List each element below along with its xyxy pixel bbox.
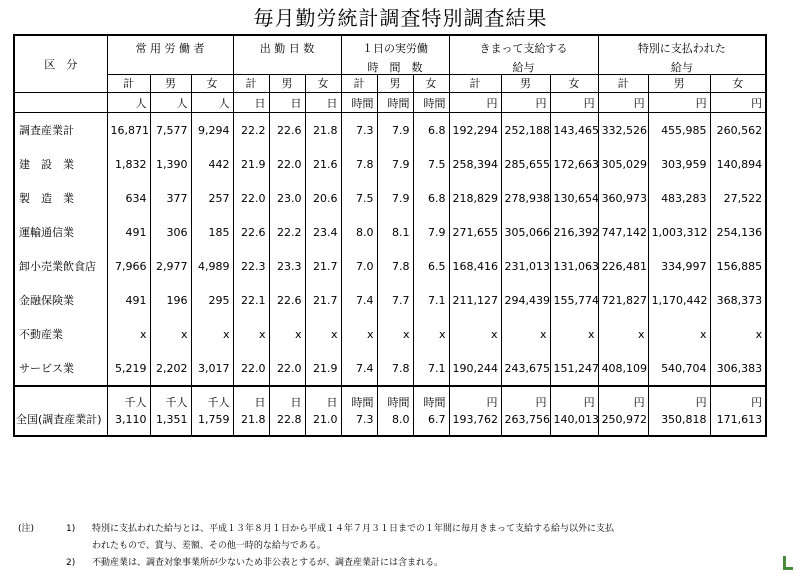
data-cell: 408,109 xyxy=(598,351,648,386)
data-cell: 143,465 xyxy=(550,113,598,148)
group-header-special-pay: 特別に支払われた 給与 xyxy=(598,35,766,75)
data-cell: 7.1 xyxy=(413,283,449,317)
data-cell: 306,383 xyxy=(710,351,766,386)
data-cell: 27,522 xyxy=(710,181,766,215)
total-data-cell: 193,762 xyxy=(449,411,501,436)
data-cell: 23.4 xyxy=(305,215,341,249)
row-label: サービス業 xyxy=(14,351,107,386)
data-cell: 2,977 xyxy=(150,249,191,283)
group-header-employees: 常 用 労 働 者 xyxy=(107,35,233,75)
data-cell: 22.2 xyxy=(233,113,269,148)
unit-cell: 円 xyxy=(449,93,501,113)
data-cell: 7.5 xyxy=(341,181,377,215)
data-cell: 8.0 xyxy=(341,215,377,249)
data-cell: 7.4 xyxy=(341,283,377,317)
subheader-cell: 女 xyxy=(191,75,233,93)
unit-cell: 時間 xyxy=(377,93,413,113)
table-row xyxy=(14,215,766,249)
unit-cell: 人 xyxy=(107,93,150,113)
page-title: 毎月勤労統計調査特別調査結果 xyxy=(253,6,548,30)
data-cell: 6.5 xyxy=(413,249,449,283)
data-cell: 303,959 xyxy=(648,147,710,181)
data-cell: 190,244 xyxy=(449,351,501,386)
data-cell: 140,894 xyxy=(710,147,766,181)
data-cell: 20.6 xyxy=(305,181,341,215)
data-cell: 540,704 xyxy=(648,351,710,386)
total-row-label: 全国(調査産業計) xyxy=(14,411,107,436)
data-cell: 21.8 xyxy=(305,113,341,148)
data-cell: 7.9 xyxy=(377,181,413,215)
total-data-cell: 171,613 xyxy=(710,411,766,436)
data-cell: 7,966 xyxy=(107,249,150,283)
data-cell: 21.9 xyxy=(233,147,269,181)
data-cell: 7.8 xyxy=(377,249,413,283)
total-unit-cell: 日 xyxy=(233,386,269,411)
total-data-cell: 21.0 xyxy=(305,411,341,436)
subheader-cell: 計 xyxy=(233,75,269,93)
data-cell: x xyxy=(269,317,305,351)
data-cell: 252,188 xyxy=(501,113,550,148)
data-cell: 21.7 xyxy=(305,283,341,317)
data-cell: 23.0 xyxy=(269,181,305,215)
data-cell: 22.6 xyxy=(269,283,305,317)
table-row xyxy=(14,113,766,148)
row-label: 卸小売業飲食店 xyxy=(14,249,107,283)
category-header: 区 分 xyxy=(14,35,107,93)
data-cell: 634 xyxy=(107,181,150,215)
data-cell: 7.9 xyxy=(377,147,413,181)
data-cell: 21.7 xyxy=(305,249,341,283)
unit-cell: 日 xyxy=(233,93,269,113)
subheader-cell: 計 xyxy=(341,75,377,93)
table-row xyxy=(14,283,766,317)
note-text-1-line1: 特別に支払われた給与とは、平成１３年８月１日から平成１４年７月３１日までの１年間に毎月きまって支給する給与以外に支払 xyxy=(92,524,615,534)
subheader-cell: 男 xyxy=(648,75,710,93)
total-unit-cell: 日 xyxy=(269,386,305,411)
total-data-cell: 140,013 xyxy=(550,411,598,436)
data-cell: 168,416 xyxy=(449,249,501,283)
data-cell: 7.0 xyxy=(341,249,377,283)
total-unit-cell: 千人 xyxy=(150,386,191,411)
total-unit-cell: 時間 xyxy=(413,386,449,411)
data-cell: 231,013 xyxy=(501,249,550,283)
data-cell: 22.6 xyxy=(269,113,305,148)
data-cell: x xyxy=(598,317,648,351)
data-cell: 21.9 xyxy=(305,351,341,386)
data-cell: 7.4 xyxy=(341,351,377,386)
data-cell: 332,526 xyxy=(598,113,648,148)
total-unit-cell: 時間 xyxy=(377,386,413,411)
data-cell: 211,127 xyxy=(449,283,501,317)
group-header-hours: １日の実労働 時 間 数 xyxy=(341,35,449,75)
data-cell: 22.1 xyxy=(233,283,269,317)
data-cell: 1,832 xyxy=(107,147,150,181)
data-cell: x xyxy=(648,317,710,351)
data-cell: 4,989 xyxy=(191,249,233,283)
total-data-cell: 350,818 xyxy=(648,411,710,436)
data-cell: 1,003,312 xyxy=(648,215,710,249)
data-cell: 442 xyxy=(191,147,233,181)
data-cell: 218,829 xyxy=(449,181,501,215)
note-number-2: 2) xyxy=(66,558,76,568)
data-cell: 216,392 xyxy=(550,215,598,249)
data-cell: 285,655 xyxy=(501,147,550,181)
total-data-cell: 7.3 xyxy=(341,411,377,436)
total-unit-cell: 円 xyxy=(598,386,648,411)
data-cell: 22.3 xyxy=(233,249,269,283)
data-cell: 8.1 xyxy=(377,215,413,249)
data-cell: 7.1 xyxy=(413,351,449,386)
subheader-cell: 女 xyxy=(710,75,766,93)
data-cell: 295 xyxy=(191,283,233,317)
data-cell: x xyxy=(501,317,550,351)
total-data-cell: 6.7 xyxy=(413,411,449,436)
statistics-table xyxy=(13,34,767,437)
data-cell: 21.6 xyxy=(305,147,341,181)
data-cell: 7.9 xyxy=(413,215,449,249)
row-label: 建 設 業 xyxy=(14,147,107,181)
subheader-cell: 計 xyxy=(107,75,150,93)
note-text-2: 不動産業は、調査対象事業所が少ないため非公表とするが、調査産業計には含まれる。 xyxy=(92,558,444,568)
data-cell: 334,997 xyxy=(648,249,710,283)
row-label: 金融保険業 xyxy=(14,283,107,317)
data-cell: 155,774 xyxy=(550,283,598,317)
data-cell: x xyxy=(710,317,766,351)
unit-cell: 日 xyxy=(269,93,305,113)
subheader-cell: 女 xyxy=(305,75,341,93)
unit-cell: 人 xyxy=(150,93,191,113)
row-label: 製 造 業 xyxy=(14,181,107,215)
total-unit-cell: 日 xyxy=(305,386,341,411)
data-cell: 226,481 xyxy=(598,249,648,283)
data-cell: 22.6 xyxy=(233,215,269,249)
data-cell: x xyxy=(377,317,413,351)
subheader-cell: 計 xyxy=(449,75,501,93)
unit-cell: 時間 xyxy=(413,93,449,113)
data-cell: x xyxy=(341,317,377,351)
subheader-cell: 計 xyxy=(598,75,648,93)
table-row xyxy=(14,249,766,283)
data-cell: x xyxy=(150,317,191,351)
subheader-cell: 男 xyxy=(377,75,413,93)
unit-cell: 日 xyxy=(305,93,341,113)
row-label: 不動産業 xyxy=(14,317,107,351)
subheader-cell: 男 xyxy=(150,75,191,93)
unit-cell: 円 xyxy=(598,93,648,113)
total-data-cell: 3,110 xyxy=(107,411,150,436)
data-cell: 9,294 xyxy=(191,113,233,148)
total-unit-cell: 円 xyxy=(710,386,766,411)
total-unit-cell: 円 xyxy=(648,386,710,411)
data-cell: 305,066 xyxy=(501,215,550,249)
table-row xyxy=(14,317,766,351)
note-tag: (注) xyxy=(18,524,35,534)
data-cell: x xyxy=(449,317,501,351)
unit-cell: 円 xyxy=(710,93,766,113)
data-cell: 377 xyxy=(150,181,191,215)
data-cell: 16,871 xyxy=(107,113,150,148)
total-unit-cell: 円 xyxy=(550,386,598,411)
total-data-cell: 21.8 xyxy=(233,411,269,436)
data-cell: 271,655 xyxy=(449,215,501,249)
total-data-cell: 250,972 xyxy=(598,411,648,436)
total-unit-label-cell xyxy=(14,386,107,411)
data-cell: 22.2 xyxy=(269,215,305,249)
data-cell: 1,170,442 xyxy=(648,283,710,317)
data-cell: 7.7 xyxy=(377,283,413,317)
row-label: 調査産業計 xyxy=(14,113,107,148)
data-cell: 3,017 xyxy=(191,351,233,386)
data-cell: 22.0 xyxy=(233,351,269,386)
data-cell: 360,973 xyxy=(598,181,648,215)
data-cell: x xyxy=(305,317,341,351)
data-cell: 491 xyxy=(107,215,150,249)
unit-cell: 円 xyxy=(501,93,550,113)
data-cell: 131,063 xyxy=(550,249,598,283)
data-cell: 130,654 xyxy=(550,181,598,215)
subheader-cell: 女 xyxy=(413,75,449,93)
note-number-1: 1) xyxy=(66,524,76,534)
total-data-cell: 22.8 xyxy=(269,411,305,436)
data-cell: 254,136 xyxy=(710,215,766,249)
data-cell: 22.0 xyxy=(269,147,305,181)
note-text-1-line2: われたもので、賞与、差額、その他一時的な給与である。 xyxy=(92,541,326,551)
data-cell: 22.0 xyxy=(233,181,269,215)
data-cell: 7.3 xyxy=(341,113,377,148)
subheader-cell: 女 xyxy=(550,75,598,93)
data-cell: 721,827 xyxy=(598,283,648,317)
total-unit-cell: 時間 xyxy=(341,386,377,411)
subheader-cell: 男 xyxy=(501,75,550,93)
data-cell: 7.8 xyxy=(341,147,377,181)
data-cell: 7.5 xyxy=(413,147,449,181)
data-cell: 22.0 xyxy=(269,351,305,386)
data-cell: 455,985 xyxy=(648,113,710,148)
data-cell: 7.9 xyxy=(377,113,413,148)
data-cell: 151,247 xyxy=(550,351,598,386)
data-cell: 747,142 xyxy=(598,215,648,249)
data-cell: 260,562 xyxy=(710,113,766,148)
data-cell: x xyxy=(107,317,150,351)
total-unit-row xyxy=(14,386,766,411)
total-row xyxy=(14,411,766,436)
total-data-cell: 1,351 xyxy=(150,411,191,436)
unit-cell: 円 xyxy=(648,93,710,113)
subheader-cell: 男 xyxy=(269,75,305,93)
data-cell: 306 xyxy=(150,215,191,249)
data-cell: 6.8 xyxy=(413,113,449,148)
page-marker-icon xyxy=(783,556,793,570)
data-cell: 23.3 xyxy=(269,249,305,283)
data-cell: 185 xyxy=(191,215,233,249)
total-unit-cell: 円 xyxy=(501,386,550,411)
data-cell: 278,938 xyxy=(501,181,550,215)
group-header-regular-pay: きまって支給する 給与 xyxy=(449,35,598,75)
data-cell: 243,675 xyxy=(501,351,550,386)
data-cell: 2,202 xyxy=(150,351,191,386)
group-header-workdays: 出 勤 日 数 xyxy=(233,35,341,75)
data-cell: 1,390 xyxy=(150,147,191,181)
total-data-cell: 1,759 xyxy=(191,411,233,436)
total-data-cell: 263,756 xyxy=(501,411,550,436)
data-cell: x xyxy=(550,317,598,351)
data-cell: 7,577 xyxy=(150,113,191,148)
total-unit-cell: 円 xyxy=(449,386,501,411)
total-unit-cell: 千人 xyxy=(107,386,150,411)
unit-label-cell xyxy=(14,93,107,113)
data-cell: 156,885 xyxy=(710,249,766,283)
total-data-cell: 8.0 xyxy=(377,411,413,436)
data-cell: 172,663 xyxy=(550,147,598,181)
data-cell: 5,219 xyxy=(107,351,150,386)
data-cell: x xyxy=(233,317,269,351)
data-cell: x xyxy=(413,317,449,351)
data-cell: 305,029 xyxy=(598,147,648,181)
data-cell: x xyxy=(191,317,233,351)
data-cell: 6.8 xyxy=(413,181,449,215)
data-cell: 192,294 xyxy=(449,113,501,148)
unit-cell: 人 xyxy=(191,93,233,113)
data-cell: 483,283 xyxy=(648,181,710,215)
data-cell: 257 xyxy=(191,181,233,215)
total-unit-cell: 千人 xyxy=(191,386,233,411)
row-label: 運輸通信業 xyxy=(14,215,107,249)
data-cell: 368,373 xyxy=(710,283,766,317)
table-row xyxy=(14,147,766,181)
data-cell: 294,439 xyxy=(501,283,550,317)
table-row xyxy=(14,181,766,215)
data-cell: 196 xyxy=(150,283,191,317)
data-cell: 491 xyxy=(107,283,150,317)
unit-cell: 円 xyxy=(550,93,598,113)
table-row xyxy=(14,351,766,386)
unit-cell: 時間 xyxy=(341,93,377,113)
data-cell: 7.8 xyxy=(377,351,413,386)
data-cell: 258,394 xyxy=(449,147,501,181)
